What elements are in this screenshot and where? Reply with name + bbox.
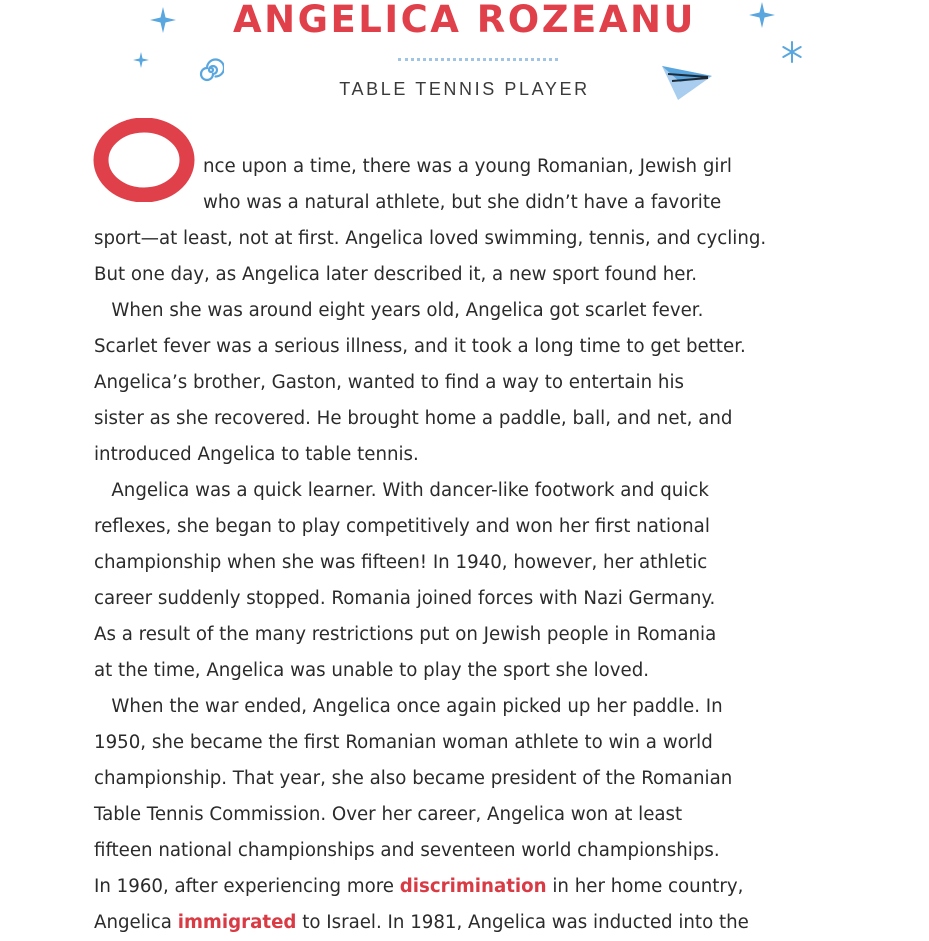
body-line: sister as she recovered. He brought home a paddle, ball, and net, and xyxy=(94,408,733,429)
dotted-divider xyxy=(398,58,558,61)
body-line: career suddenly stopped. Romania joined forces with Nazi Germany. xyxy=(94,588,716,609)
glossary-term: discrimination xyxy=(399,876,547,897)
body-line xyxy=(94,869,743,905)
body-line: reflexes, she began to play competitively and won her first national xyxy=(94,516,710,537)
body-line: But one day, as Angelica later described it, a new sport found her. xyxy=(94,264,698,285)
body-line: Table Tennis Commission. Over her career, Angelica won at least xyxy=(94,804,683,825)
sparkle-icon xyxy=(133,52,149,68)
drop-cap xyxy=(93,118,195,202)
body-line: fifteen national championships and seventeen world championships. xyxy=(94,840,720,861)
body-line: Angelica was a quick learner. With dancer-like footwork and quick xyxy=(94,480,709,501)
body-line: who was a natural athlete, but she didn’t have a favorite xyxy=(203,192,722,213)
body-line: Scarlet fever was a serious illness, and it took a long time to get better. xyxy=(94,336,746,357)
body-line: When she was around eight years old, Angelica got scarlet fever. xyxy=(94,300,704,321)
line-text: In 1960, after experiencing more xyxy=(94,876,400,897)
body-line xyxy=(94,905,749,941)
glossary-term: immigrated xyxy=(177,912,297,933)
body-line: nce upon a time, there was a young Romanian, Jewish girl xyxy=(203,156,732,177)
body-line: As a result of the many restrictions put on Jewish people in Romania xyxy=(94,624,717,645)
page-title: ANGELICA ROZEANU xyxy=(233,0,696,41)
drop-cap-letter: O xyxy=(93,118,94,119)
body-line: at the time, Angelica was unable to play the sport she loved. xyxy=(94,660,650,681)
body-line: introduced Angelica to table tennis. xyxy=(94,444,419,465)
body-line: championship when she was fifteen! In 1940, however, her athletic xyxy=(94,552,708,573)
line-text: Angelica xyxy=(94,912,178,933)
line-text: in her home country, xyxy=(546,876,744,897)
body-line: Angelica’s brother, Gaston, wanted to find a way to entertain his xyxy=(94,372,684,393)
body-line: sport—at least, not at first. Angelica loved swimming, tennis, and cycling. xyxy=(94,228,767,249)
body-line: championship. That year, she also became president of the Romanian xyxy=(94,768,733,789)
body-line: 1950, she became the first Romanian woman athlete to win a world xyxy=(94,732,713,753)
snowflake-icon xyxy=(780,40,804,64)
body-line: When the war ended, Angelica once again picked up her paddle. In xyxy=(94,696,723,717)
page-subtitle: TABLE TENNIS PLAYER xyxy=(339,79,590,99)
line-text: to Israel. In 1981, Angelica was inducted into the xyxy=(296,912,749,933)
